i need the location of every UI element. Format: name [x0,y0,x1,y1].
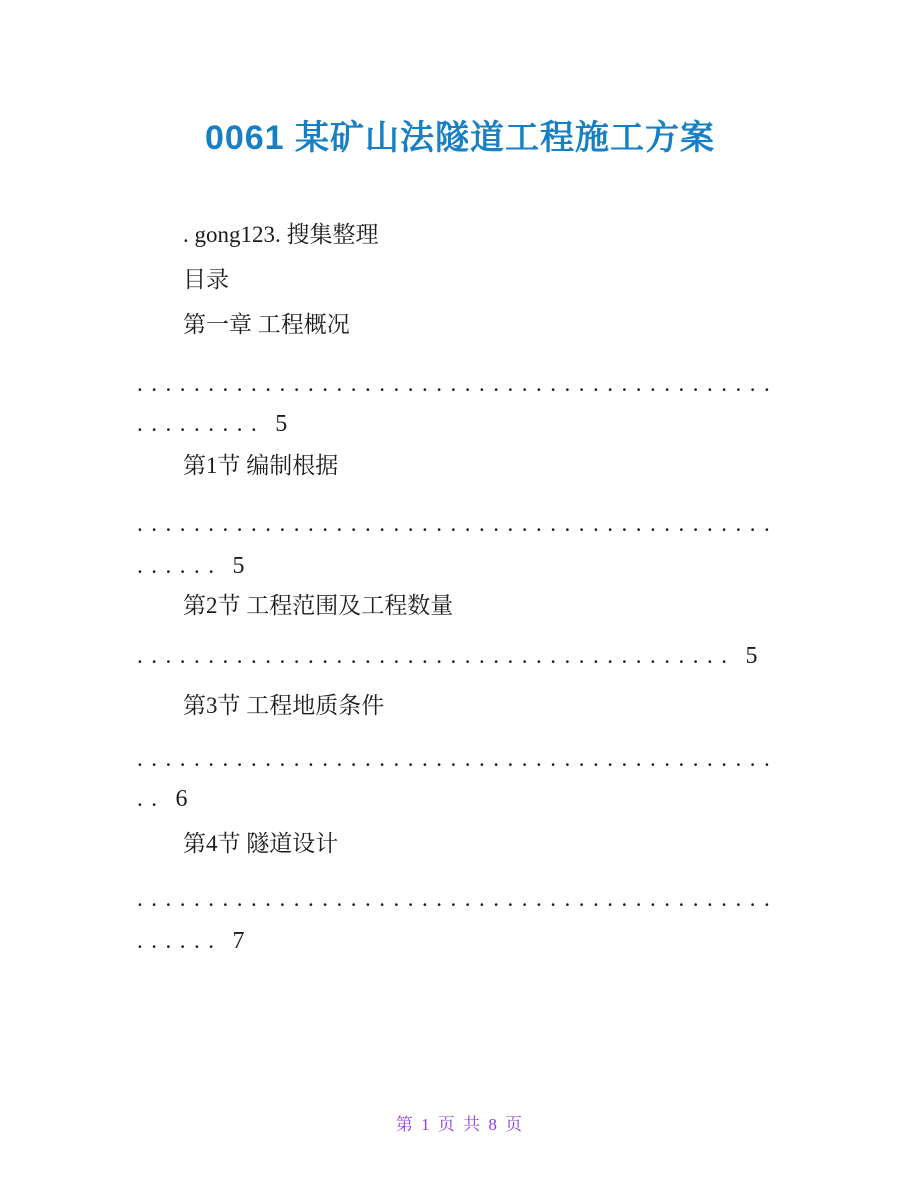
dot-leader: ...... [137,928,223,953]
toc-heading-section2: 第2节 工程范围及工程数量 [183,593,454,618]
dot-leader [137,370,797,398]
dot-leader-with-page [137,410,797,438]
dot-leader-with-page [137,927,797,955]
dot-leader: ............................................. [137,511,779,536]
dot-leader: ............................................. [137,371,779,396]
toc-heading-section4: 第4节 隧道设计 [183,831,339,856]
dot-leader: ............................................. [137,746,779,771]
toc-heading-section1: 第1节 编制根据 [183,453,339,478]
toc-title: 目录 [183,267,229,292]
dot-leader: ............................................. [137,886,779,911]
dot-leader: ...... [137,553,223,578]
page-number: 5 [232,553,245,579]
dot-leader [137,885,797,913]
page-number: 5 [745,643,758,669]
toc-heading-section3: 第3节 工程地质条件 [183,693,385,718]
dot-leader [137,510,797,538]
page-footer-text: 第 1 页 共 8 页 [395,1115,525,1134]
toc-heading-chapter1: 第一章 工程概况 [183,312,350,337]
dot-leader: .......................................... [137,643,736,668]
page-number: 6 [175,786,188,812]
page-number: 5 [275,411,288,437]
dot-leader: .. [137,786,166,811]
page-number: 7 [232,928,245,954]
dot-leader-with-page [137,552,797,580]
dot-leader: ......... [137,411,266,436]
document-title: 0061 某矿山法隧道工程施工方案 [204,119,716,157]
dot-leader [137,745,797,773]
dot-leader-with-page [137,642,797,670]
dot-leader-with-page [137,785,797,813]
attribution-text: . gong123. 搜集整理 [183,222,379,247]
